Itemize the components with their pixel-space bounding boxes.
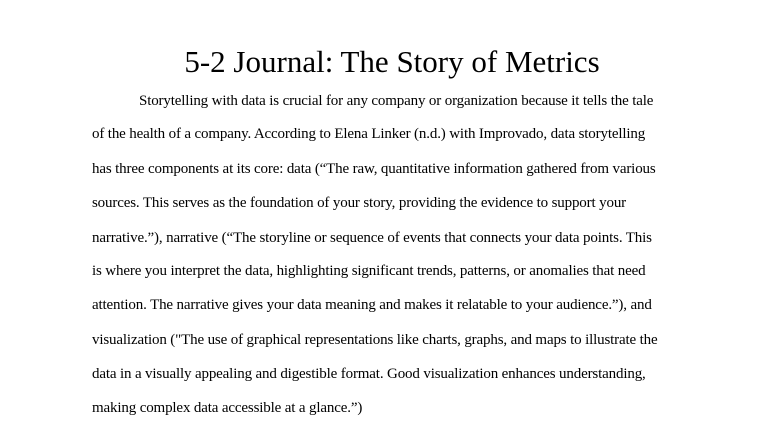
paragraph-line: attention. The narrative gives your data meaning and makes it relatable to your audience.”), and: [92, 297, 652, 313]
document-title: 5-2 Journal: The Story of Metrics: [184, 44, 600, 79]
paragraph-line: has three components at its core: data (“The raw, quantitative information gathered from various: [92, 161, 656, 177]
paragraph-line: making complex data accessible at a glance.”): [92, 400, 363, 416]
paragraph-line: of the health of a company. According to Elena Linker (n.d.) with Improvado, data storytelling: [92, 126, 646, 142]
paragraph-line: narrative.”), narrative (“The storyline or sequence of events that connects your data points. This: [92, 230, 652, 246]
paragraph-line: Storytelling with data is crucial for any company or organization because it tells the tale: [139, 93, 654, 109]
paragraph-line: data in a visually appealing and digestible format. Good visualization enhances understanding,: [92, 366, 646, 382]
paragraph-line: sources. This serves as the foundation of your story, providing the evidence to support your: [92, 195, 627, 211]
paragraph-line: is where you interpret the data, highlighting significant trends, patterns, or anomalies that need: [92, 263, 646, 279]
paragraph-line: visualization ("The use of graphical representations like charts, graphs, and maps to illustrate the: [92, 332, 658, 348]
